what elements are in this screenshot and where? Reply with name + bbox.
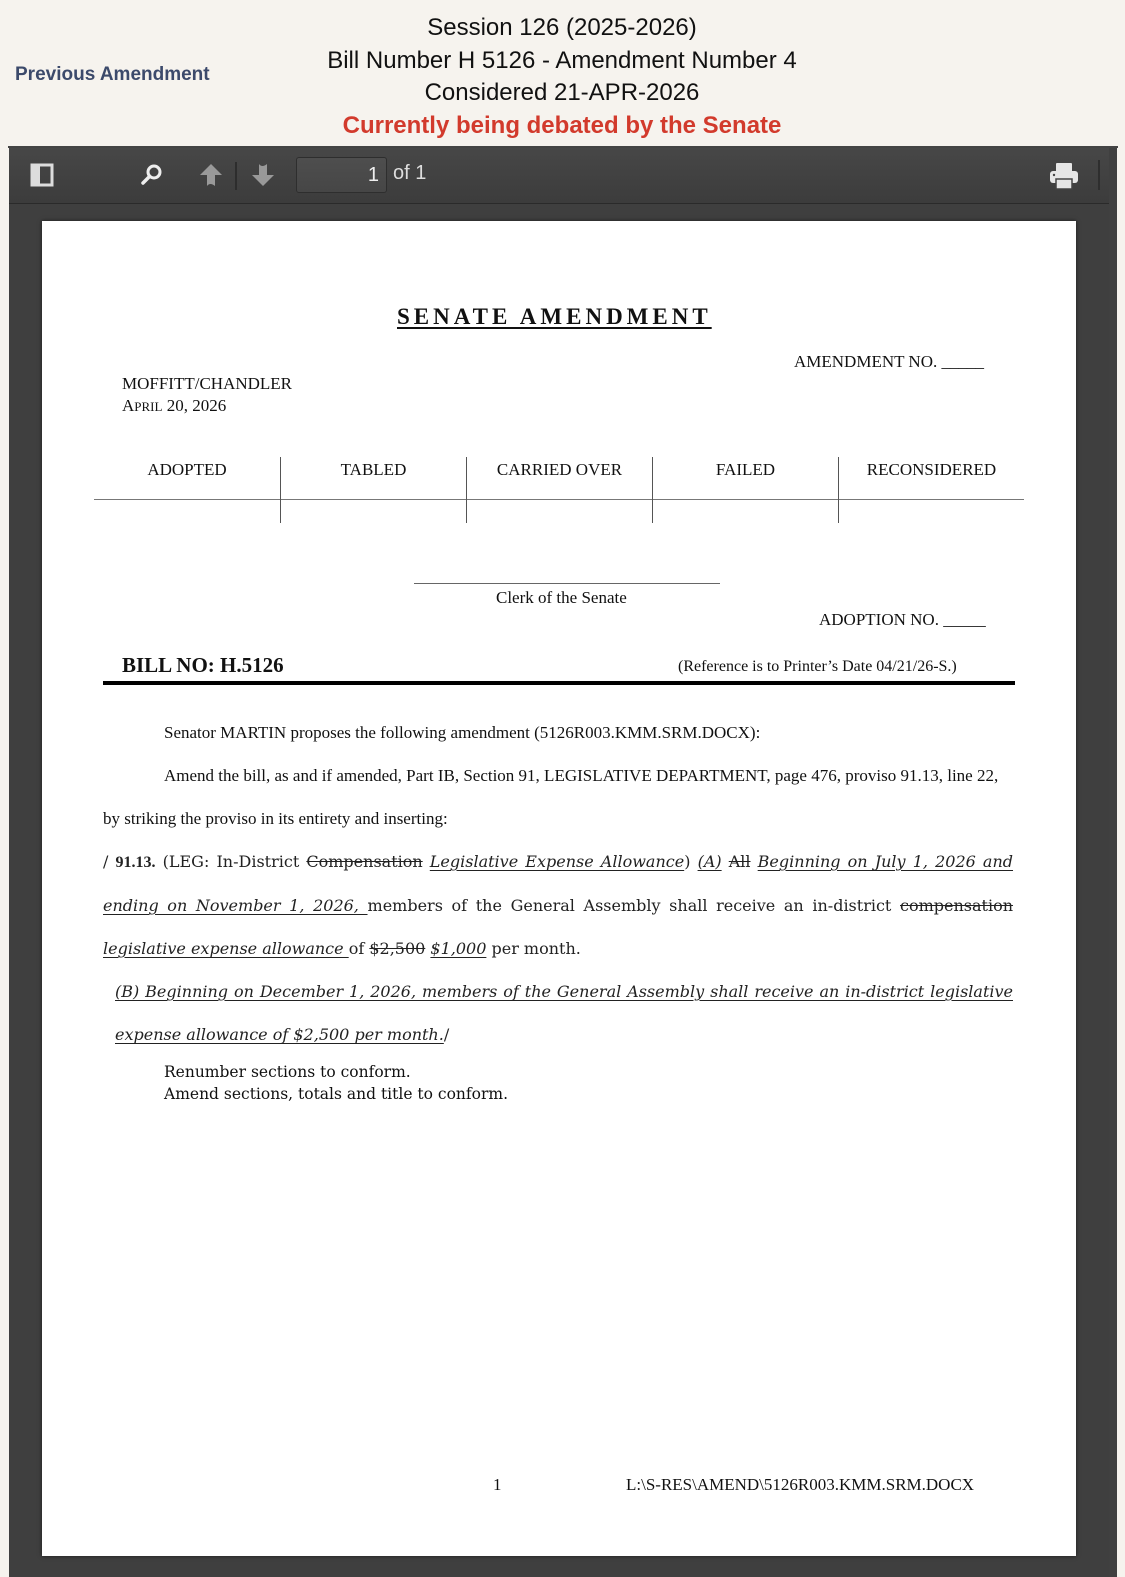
page-number: 1 [493,1475,502,1494]
inserted-text: Beginning on July 1, 2026 and ending on November 1, 2026, [103,852,1014,915]
pdf-toolbar [9,148,1109,204]
page-number-input[interactable] [296,157,387,193]
struck-text: Compensation [306,852,423,871]
bill-number: BILL NO: H.5126 [122,653,284,677]
clerk-signature-line [414,583,720,584]
disposition-tabled: TABLED [280,457,466,523]
proviso-text: of [348,939,370,958]
instruction-paragraph: Amend the bill, as and if amended, Part IB, Section 91, LEGISLATIVE DEPARTMENT, page 476, proviso 91.13, line 22, by striking the proviso in its entirety and inserting: [103,766,999,828]
proviso-slash: / [103,852,116,871]
proviso-paragraph [103,840,1013,970]
clerk-label: Clerk of the Senate [496,588,627,607]
printer-reference: (Reference is to Printer’s Date 04/21/26-S.) [678,658,957,675]
find-button[interactable] [139,162,165,188]
closing-instructions [164,1061,508,1105]
intro-paragraph: Senator MARTIN proposes the following amendment (5126R003.KMM.SRM.DOCX): [164,723,761,742]
proviso-text: per month. [486,939,581,958]
previous-page-button[interactable] [197,161,225,189]
adoption-number-field: ADOPTION NO. _____ [819,610,986,629]
toggle-sidebar-button[interactable] [29,162,55,188]
search-icon [140,163,164,187]
struck-text: All [728,852,751,871]
date-initial: A [122,396,135,415]
amendment-body [103,711,1013,1056]
amendment-info [262,12,862,142]
proviso-text: members of the General Assembly shall receive an in-district [367,896,900,915]
print-button[interactable] [1047,161,1081,191]
document-page [42,221,1076,1556]
inserted-text: legislative expense allowance [103,939,349,958]
file-path: L:\S-RES\AMEND\5126R003.KMM.SRM.DOCX [626,1475,975,1494]
toolbar-separator [235,162,237,190]
session-label: Session 126 (2025-2026) [427,14,697,41]
proviso-text: ) [684,852,698,871]
conform-instruction: Amend sections, totals and title to conform. [164,1085,509,1103]
bill-divider [103,681,1015,685]
page-header [0,0,1125,145]
sponsors: MOFFITT/CHANDLER [122,374,293,393]
proviso-text: (LEG: In-District [155,852,307,871]
bill-amendment-label: Bill Number H 5126 - Amendment Number 4 [327,46,797,74]
printer-icon [1048,162,1080,190]
renumber-instruction: Renumber sections to conform. [164,1063,411,1081]
struck-text: $2,500 [369,939,426,958]
proviso-end-slash: / [443,1025,450,1044]
proviso-number: 91.13. [115,854,156,871]
inserted-text: (A) [697,852,722,871]
disposition-failed: FAILED [652,457,838,523]
page-count: of 1 [393,162,427,184]
inserted-text: (B) Beginning on December 1, 2026, members of the General Assembly shall receive an in-district legislative expense allowance of $2,500 per month. [115,982,1013,1044]
proviso-b-paragraph [103,970,1013,1056]
considered-date: Considered 21-APR-2026 [424,79,700,106]
date-month-rest: PRIL [134,399,163,414]
next-page-button[interactable] [249,161,277,189]
amendment-number-field: AMENDMENT NO. _____ [794,352,984,371]
previous-amendment-link[interactable]: Previous Amendment [15,64,210,85]
toolbar-edge [1098,160,1100,190]
arrow-down-icon [250,162,276,188]
sidebar-toggle-icon [30,163,54,187]
struck-text: compensation [900,896,1014,915]
inserted-text: $1,000 [430,939,487,958]
debate-status: Currently being debated by the Senate [342,111,782,139]
date-rest: 20, 2026 [162,396,227,415]
document-title: SENATE AMENDMENT [397,304,712,329]
arrow-up-icon [198,162,224,188]
inserted-text: Legislative Expense Allowance [429,852,685,871]
amendment-date [122,396,226,416]
disposition-carried-over: CARRIED OVER [466,457,652,523]
disposition-reconsidered: RECONSIDERED [838,457,1024,523]
disposition-table [94,457,1024,523]
disposition-adopted: ADOPTED [147,460,227,479]
